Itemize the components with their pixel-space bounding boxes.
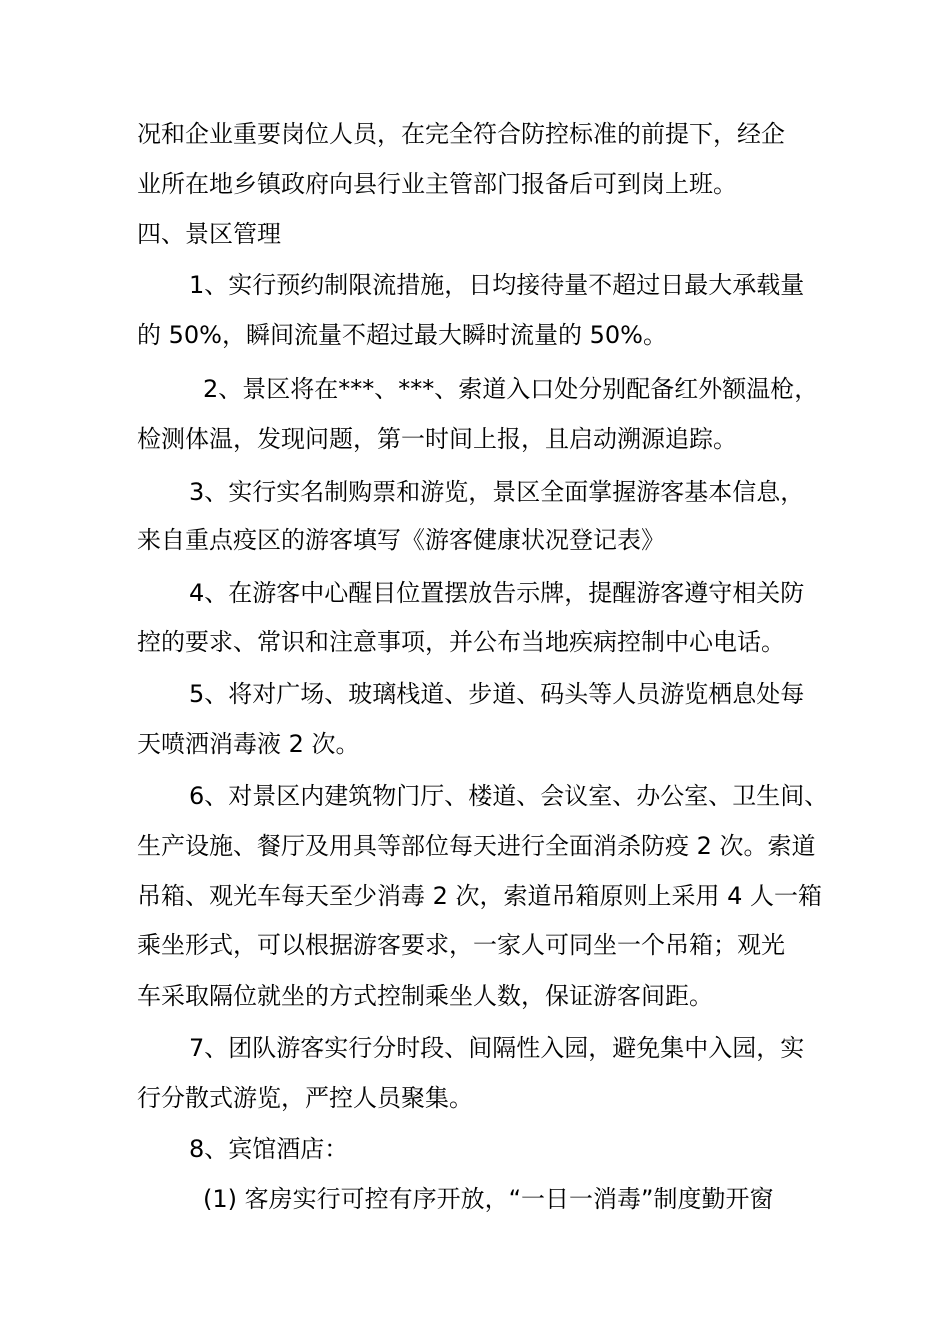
- text-line: 来自重点疫区的游客填写《游客健康状况登记表》: [137, 526, 665, 554]
- text-line: (1) 客房实行可控有序开放，“一日一消毒”制度勤开窗: [203, 1185, 774, 1213]
- text-line: 1、实行预约制限流措施，日均接待量不超过日最大承载量: [189, 271, 805, 299]
- text-line: 7、团队游客实行分时段、间隔性入园，避免集中入园，实: [189, 1034, 805, 1062]
- text-line: 4、在游客中心醒目位置摆放告示牌，提醒游客遵守相关防: [189, 579, 805, 607]
- text-line: 6、对景区内建筑物门厅、楼道、会议室、办公室、卫生间、: [189, 782, 829, 810]
- text-line: 车采取隔位就坐的方式控制乘坐人数，保证游客间距。: [137, 982, 713, 1010]
- text-line: 控的要求、常识和注意事项，并公布当地疾病控制中心电话。: [137, 628, 785, 656]
- text-line: 2、景区将在***、***、索道入口处分别配备红外额温枪，: [203, 375, 819, 403]
- text-line: 生产设施、餐厅及用具等部位每天进行全面消杀防疫 2 次。索道: [137, 832, 816, 860]
- text-line: 5、将对广场、玻璃栈道、步道、码头等人员游览栖息处每: [189, 680, 805, 708]
- text-line: 天喷洒消毒液 2 次。: [137, 730, 360, 758]
- text-line: 检测体温，发现问题，第一时间上报，且启动溯源追踪。: [137, 425, 737, 453]
- text-line: 况和企业重要岗位人员，在完全符合防控标准的前提下，经企: [137, 120, 785, 148]
- text-line: 的 50%，瞬间流量不超过最大瞬时流量的 50%。: [137, 321, 667, 349]
- section-heading: 四、景区管理: [137, 220, 281, 248]
- text-line: 8、宾馆酒店：: [189, 1135, 349, 1163]
- text-line: 业所在地乡镇政府向县行业主管部门报备后可到岗上班。: [137, 170, 737, 198]
- text-line: 吊箱、观光车每天至少消毒 2 次，索道吊箱原则上采用 4 人一箱: [137, 882, 823, 910]
- text-line: 行分散式游览，严控人员聚集。: [137, 1084, 473, 1112]
- text-line: 乘坐形式，可以根据游客要求，一家人可同坐一个吊箱；观光: [137, 931, 785, 959]
- text-line: 3、实行实名制购票和游览，景区全面掌握游客基本信息，: [189, 478, 805, 506]
